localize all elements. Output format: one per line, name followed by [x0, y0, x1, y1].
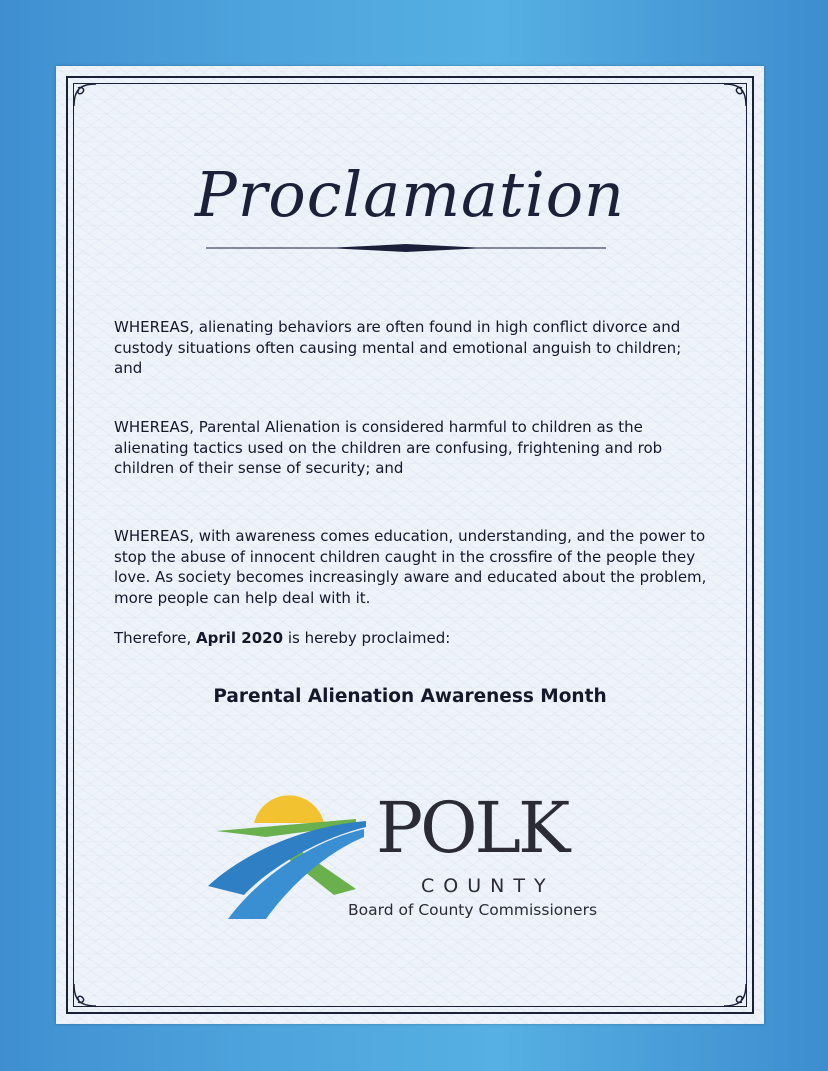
sun-road-logo-icon	[206, 791, 371, 921]
therefore-suffix: is hereby proclaimed:	[287, 629, 451, 647]
whereas-paragraph-2: WHEREAS, Parental Alienation is considered harmful to children as the alienating tactics used on the children are confusing, frightening and rob children of their sense of security; and	[114, 418, 663, 477]
logo-board: Board of County Commissioners	[348, 901, 598, 919]
logo-wordmark: POLK	[376, 787, 568, 869]
therefore-prefix: Therefore,	[114, 629, 192, 647]
therefore-statement	[114, 628, 714, 649]
proclaimed-date: April 2020	[196, 629, 284, 647]
corner-flourish-icon	[720, 80, 750, 110]
proclamation-sheet	[56, 66, 764, 1024]
whereas-paragraph-3: WHEREAS, with awareness comes education, understanding, and the power to stop the abuse of innocent children caught in the crossfire of the people they love. As society becomes increasingly aware and educated about the problem, more people can help deal with it.	[114, 527, 707, 607]
polk-county-logo	[206, 787, 636, 931]
proclamation-title: Proclamation	[195, 158, 625, 231]
logo-county: COUNTY	[421, 875, 555, 897]
proclaimed-title: Parental Alienation Awareness Month	[213, 686, 607, 707]
title-divider	[206, 242, 606, 254]
whereas-paragraph-1: WHEREAS, alienating behaviors are often found in high conflict divorce and custody situations often causing mental and emotional anguish to children; and	[114, 318, 682, 377]
corner-flourish-icon	[70, 80, 100, 110]
corner-flourish-icon	[70, 980, 100, 1010]
corner-flourish-icon	[720, 980, 750, 1010]
